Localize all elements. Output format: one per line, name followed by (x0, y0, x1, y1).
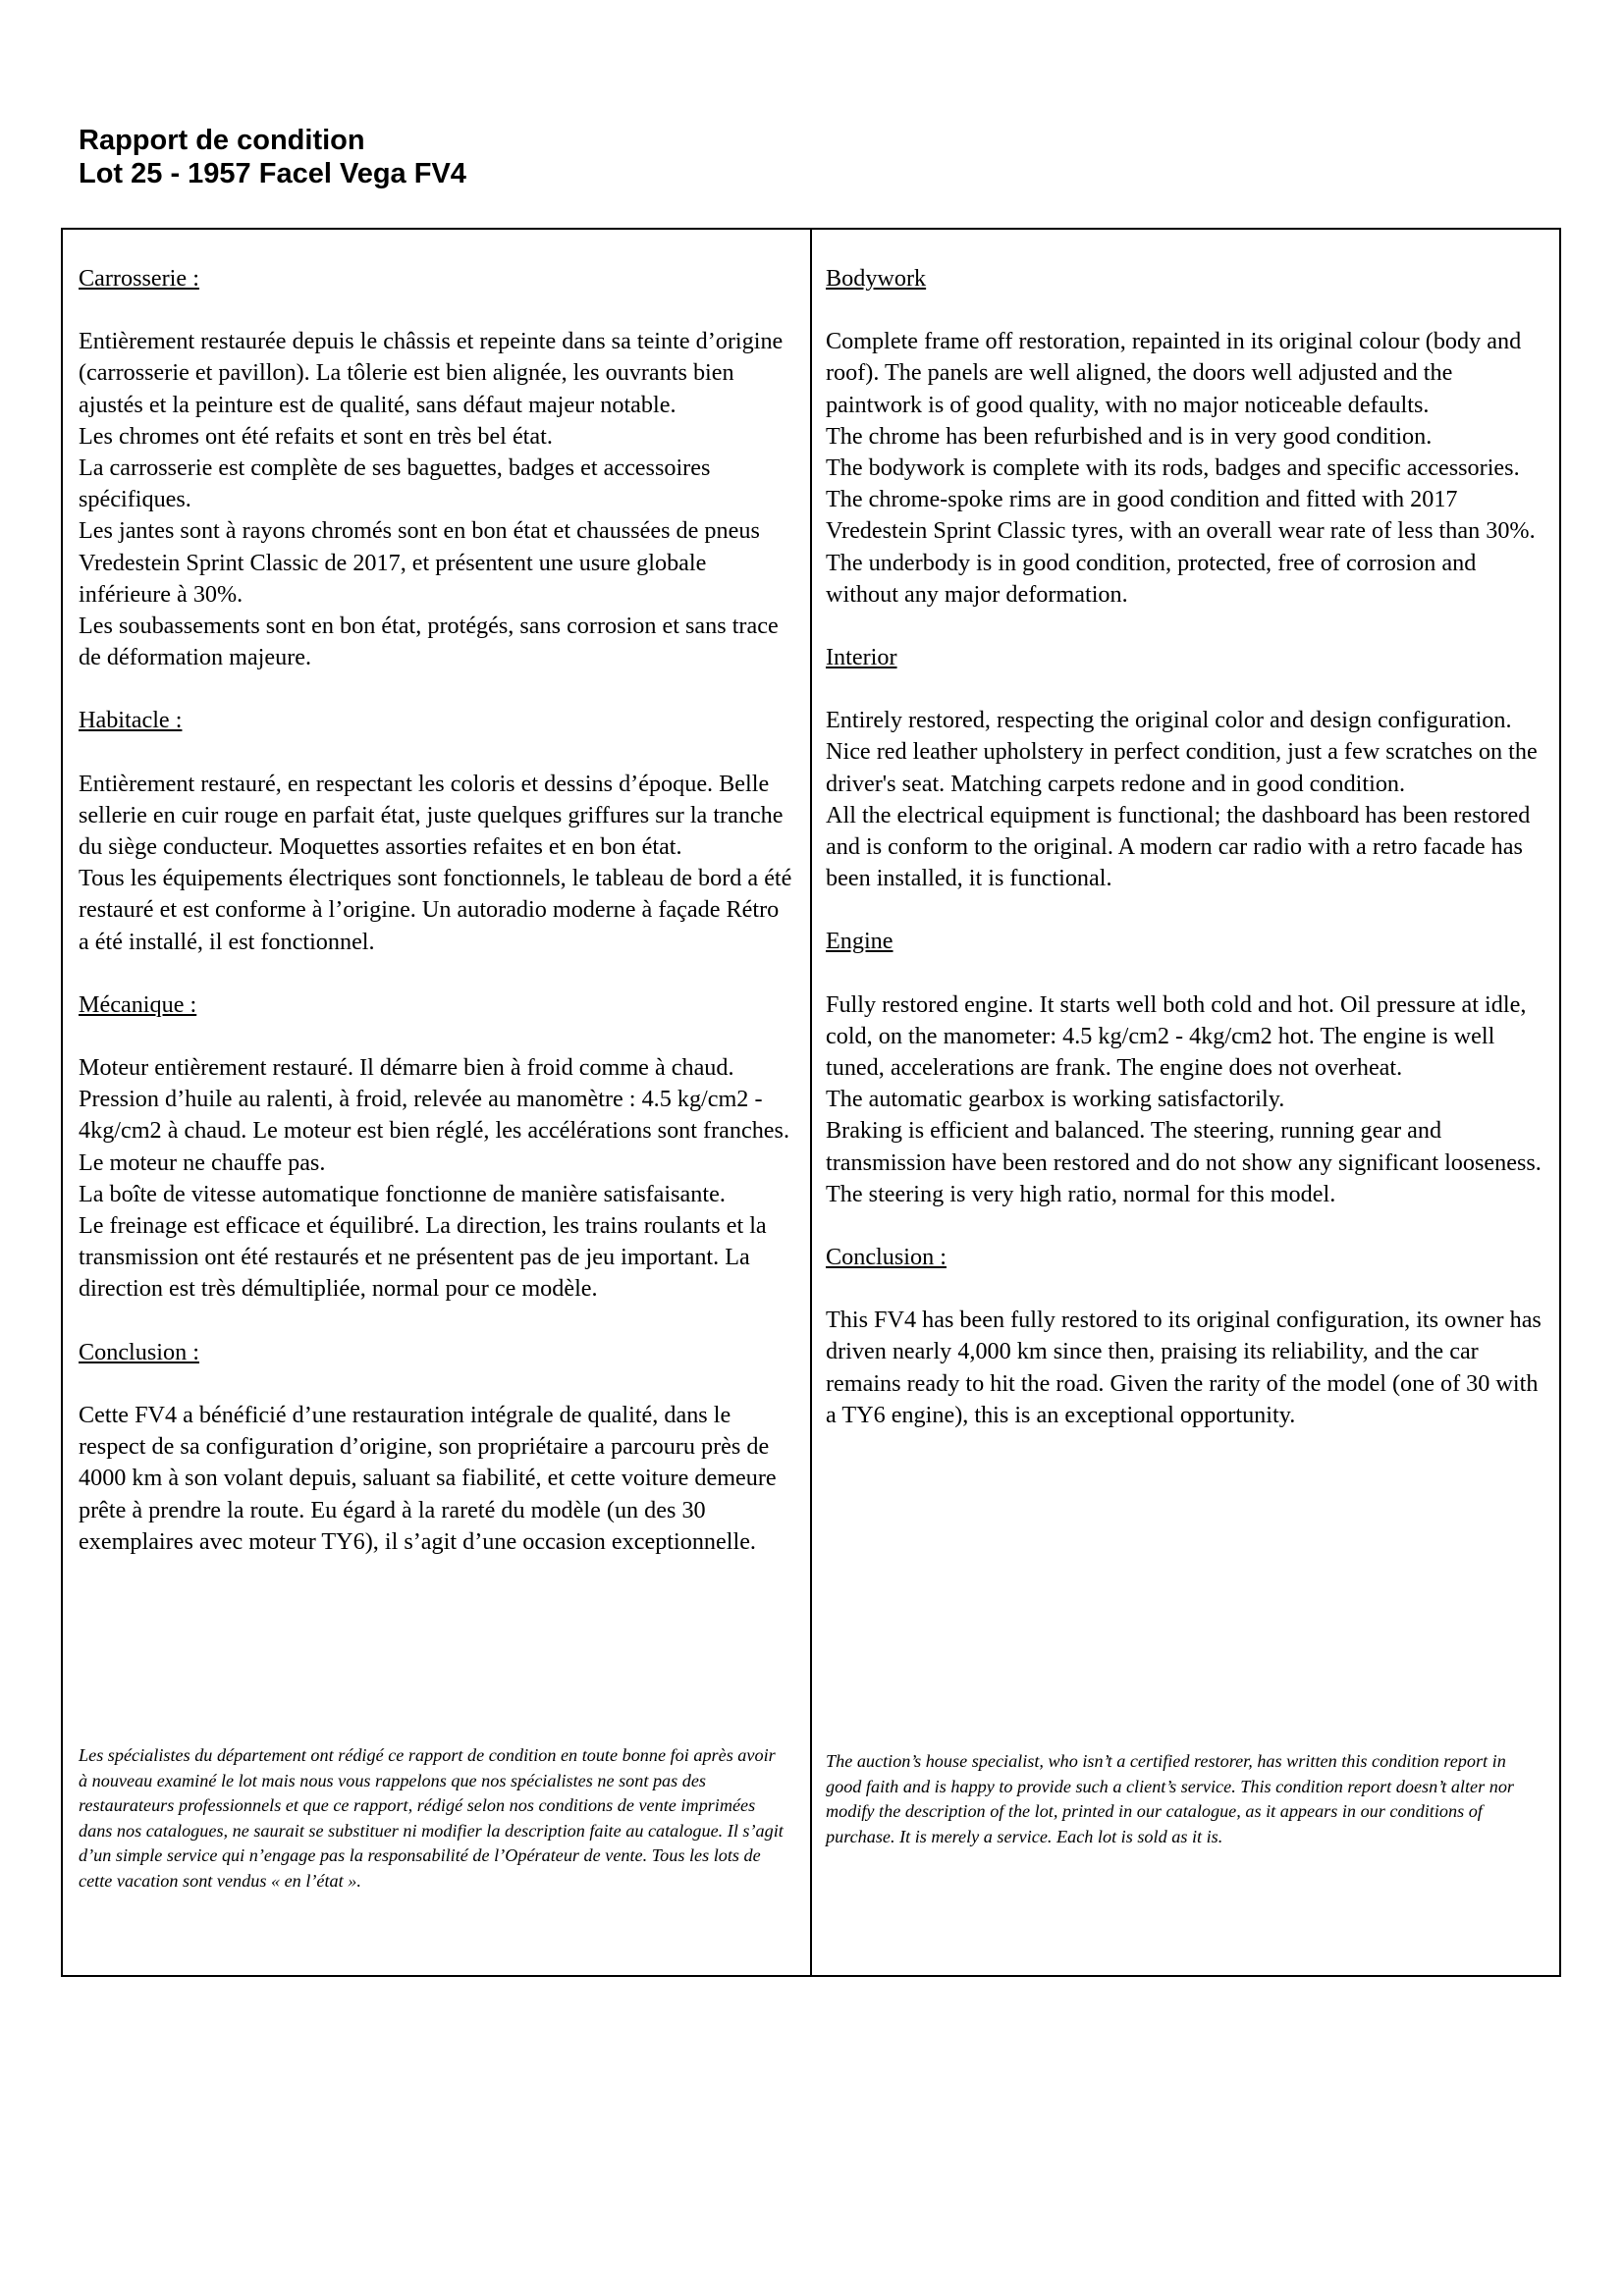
paragraph: Complete frame off restoration, repainted in its original colour (body and roof). The panels are well aligned, the doors well adjusted and the paintwork is of good quality, with no major noticeable defaults. (826, 328, 1522, 418)
paragraph: The underbody is in good condition, protected, free of corrosion and without any major deformation. (826, 549, 1477, 608)
paragraph: The automatic gearbox is working satisfactorily. (826, 1086, 1285, 1113)
section-engine (826, 926, 1545, 1210)
disclaimer-fr: Les spécialistes du département ont rédigé ce rapport de condition en toute bonne foi après avoir à nouveau examiné le lot mais nous vous rappelons que nos spécialistes ne sont pas des restaurateurs professionnels et que ce rapport, rédigé selon nos conditions de vente imprimées dans nos catalogues, ne saurait se substituer ni modifier la description faite au catalogue. Il s’agit d’un simple service qui n’engage pas la responsabilité de l’Opérateur de vente. Tous les lots de cette vacation sont vendus « en l’état ». (79, 1745, 784, 1891)
section-conclusion-fr (79, 1337, 792, 1558)
condition-report-table (61, 228, 1561, 1977)
paragraph: All the electrical equipment is functional; the dashboard has been restored and is conform to the original. A modern car radio with a retro facade has been installed, it is functional. (826, 801, 1531, 892)
lot-title: Lot 25 - 1957 Facel Vega FV4 (79, 158, 466, 189)
section-heading: Interior (826, 644, 897, 671)
section-bodywork (826, 263, 1545, 611)
report-title: Rapport de condition (79, 125, 365, 156)
paragraph: La boîte de vitesse automatique fonctionne de manière satisfaisante. (79, 1180, 726, 1207)
section-heading: Engine (826, 928, 893, 955)
section-mecanique (79, 989, 792, 1306)
paragraph: This FV4 has been fully restored to its original configuration, its owner has driven nearly 4,000 km since then, praising its reliability, and the car remains ready to hit the road. Given the rarity of the model (one of 30 with a TY6 engine), this is an exceptional opportunity. (826, 1307, 1542, 1428)
section-heading: Carrosserie : (79, 265, 199, 292)
paragraph: The bodywork is complete with its rods, badges and specific accessories. (826, 454, 1520, 482)
paragraph: The chrome-spoke rims are in good condition and fitted with 2017 Vredestein Sprint Classic tyres, with an overall wear rate of less than 30%. (826, 486, 1536, 545)
paragraph: Tous les équipements électriques sont fonctionnels, le tableau de bord a été restauré et est conforme à l’origine. Un autoradio moderne à façade Rétro a été installé, il est fonctionnel. (79, 865, 792, 955)
paragraph: Les soubassements sont en bon état, protégés, sans corrosion et sans trace de déformation majeure. (79, 613, 779, 671)
paragraph: Les jantes sont à rayons chromés sont en bon état et chaussées de pneus Vredestein Sprint Classic de 2017, et présentent une usure globale inférieure à 30%. (79, 517, 760, 608)
section-heading: Conclusion : (826, 1244, 947, 1271)
paragraph: Cette FV4 a bénéficié d’une restauration intégrale de qualité, dans le respect de sa configuration d’origine, son propriétaire a parcouru près de 4000 km à son volant depuis, saluant sa fiabilité, et cette voiture demeure prête à prendre la route. Eu égard à la rareté du modèle (un des 30 exemplaires avec moteur TY6), il s’agit d’une occasion exceptionnelle. (79, 1401, 777, 1555)
paragraph: Braking is efficient and balanced. The steering, running gear and transmission have been restored and do not show any significant looseness. The steering is very high ratio, normal for this model. (826, 1117, 1542, 1207)
paragraph: Les chromes ont été refaits et sont en très bel état. (79, 422, 553, 450)
paragraph: Moteur entièrement restauré. Il démarre bien à froid comme à chaud. Pression d’huile au ralenti, à froid, relevée au manomètre : 4.5 kg/cm2 - 4kg/cm2 à chaud. Le moteur est bien réglé, les accélérations sont franches. Le moteur ne chauffe pas. (79, 1054, 789, 1176)
disclaimer-en: The auction’s house specialist, who isn’t a certified restorer, has written this condition report in good faith and is happy to provide such a client’s service. This condition report doesn’t alter nor modify the description of the lot, printed in our catalogue, as it appears in our conditions of purchase. It is merely a service. Each lot is sold as it is. (826, 1751, 1514, 1846)
paragraph: Entièrement restauré, en respectant les coloris et dessins d’époque. Belle sellerie en cuir rouge en parfait état, juste quelques griffures sur la tranche du siège conducteur. Moquettes assorties refaites et en bon état. (79, 770, 784, 861)
section-heading: Mécanique : (79, 990, 197, 1018)
section-heading: Conclusion : (79, 1338, 199, 1365)
paragraph: Entirely restored, respecting the original color and design configuration. Nice red leather upholstery in perfect condition, just a few scratches on the driver's seat. Matching carpets redone and in good condition. (826, 707, 1538, 797)
section-interior (826, 642, 1545, 894)
section-conclusion-en (826, 1242, 1545, 1431)
paragraph: The chrome has been refurbished and is in very good condition. (826, 422, 1433, 450)
section-habitacle (79, 705, 792, 957)
french-column (63, 230, 812, 1975)
section-heading: Bodywork (826, 265, 927, 292)
report-header (79, 124, 466, 190)
section-carrosserie (79, 263, 792, 673)
paragraph: Le freinage est efficace et équilibré. La direction, les trains roulants et la transmission ont été restaurés et ne présentent pas de jeu important. La direction est très démultipliée, normal pour ce modèle. (79, 1212, 767, 1303)
paragraph: Entièrement restaurée depuis le châssis et repeinte dans sa teinte d’origine (carrosserie et pavillon). La tôlerie est bien alignée, les ouvrants bien ajustés et la peinture est de qualité, sans défaut majeur notable. (79, 328, 784, 418)
section-heading: Habitacle : (79, 707, 183, 734)
paragraph: La carrosserie est complète de ses baguettes, badges et accessoires spécifiques. (79, 454, 711, 513)
english-column (812, 230, 1559, 1975)
paragraph: Fully restored engine. It starts well both cold and hot. Oil pressure at idle, cold, on the manometer: 4.5 kg/cm2 - 4kg/cm2 hot. The engine is well tuned, accelerations are frank. The engine does not overheat. (826, 990, 1527, 1082)
